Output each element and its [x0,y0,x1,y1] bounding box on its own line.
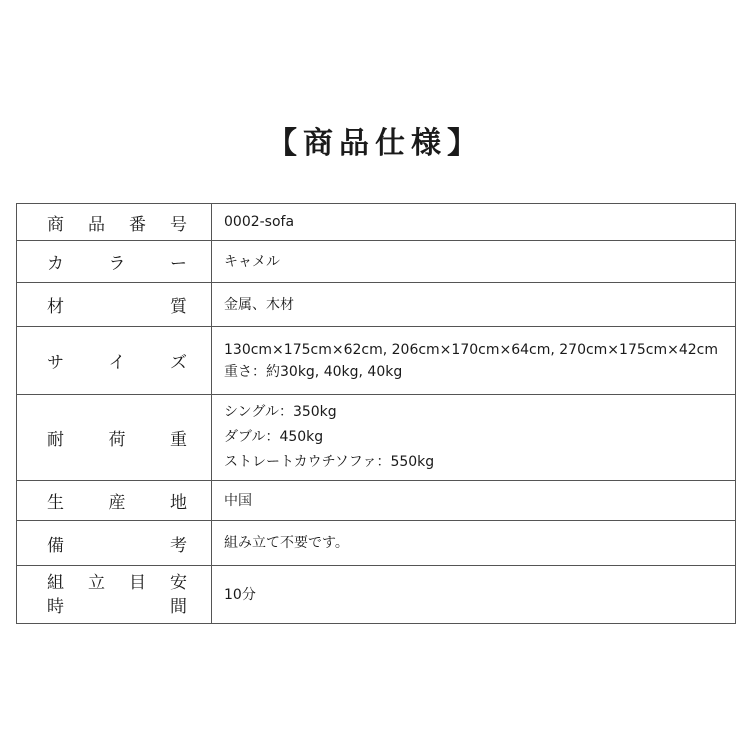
table-row [17,566,736,624]
table-row [17,481,736,521]
row-label-line [47,571,187,595]
row-value: 組み立て不要です。 [224,535,349,551]
row-label-cell [17,566,212,624]
row-value: キャメル [224,253,280,270]
row-value-cell [212,521,736,566]
row-label-line [47,595,187,619]
label-char: 耐 [47,430,64,450]
row-value-cell [212,241,736,283]
row-value-cell [212,566,736,624]
table-row [17,283,736,327]
label-char: 安 [170,572,187,593]
label-char: ズ [170,353,187,373]
label-char: 立 [88,572,105,593]
row-label-cell [17,327,212,395]
row-value: 金属、木材 [224,296,294,313]
row-value: 130cm×175cm×62cm, 206cm×170cm×64cm, 270cm×175cm×42cm [224,341,718,358]
row-value: 0002-sofa [224,214,295,230]
label-char: 荷 [108,430,126,450]
label-char: イ [108,353,126,373]
table-row [17,204,736,241]
table-row [17,395,736,481]
label-char: 品 [88,214,105,235]
row-value: ダブル：450kg [224,429,324,445]
row-label-cell [17,241,212,283]
table-row [17,327,736,395]
label-char: ラ [108,254,126,274]
row-label [47,348,187,373]
row-value: シングル：350kg [224,404,337,420]
row-label [47,531,187,556]
label-char: 産 [108,493,126,513]
row-value-cell [212,481,736,521]
label-char: 番 [129,214,146,235]
row-value: 10分 [224,586,256,603]
table-row [17,241,736,283]
row-value-cell [212,327,736,395]
label-char: 商 [47,214,64,235]
row-label [47,249,187,274]
label-char: サ [47,353,64,373]
spec-table [16,203,736,624]
row-label-cell [17,204,212,241]
row-label-cell [17,395,212,481]
label-char: 考 [170,535,187,556]
label-char: ー [170,254,187,274]
row-value: 中国 [224,492,252,509]
row-value: 重さ：約30kg, 40kg, 40kg [224,363,403,380]
row-value-cell [212,283,736,327]
row-value-cell [212,395,736,481]
row-label [47,210,187,235]
row-label [47,292,187,317]
label-char: 号 [170,214,187,235]
row-label-cell [17,521,212,566]
row-label-cell [17,283,212,327]
label-char: 地 [170,493,187,513]
row-value-cell [212,204,736,241]
label-char: 備 [47,535,64,556]
row-value: ストレートカウチソファ：550kg [224,454,435,470]
table-row [17,521,736,566]
page-title: 【商品仕様】 [267,126,483,161]
label-char: 目 [129,572,146,593]
label-char: 生 [47,493,64,513]
label-char: 材 [47,297,64,317]
label-char: 重 [170,430,187,450]
label-char: カ [47,254,64,274]
row-label [47,488,187,513]
label-char: 質 [170,297,187,317]
row-label-cell [17,481,212,521]
label-char: 間 [170,596,187,617]
label-char: 時 [47,596,64,617]
label-char: 組 [47,572,64,593]
row-label [47,425,187,450]
